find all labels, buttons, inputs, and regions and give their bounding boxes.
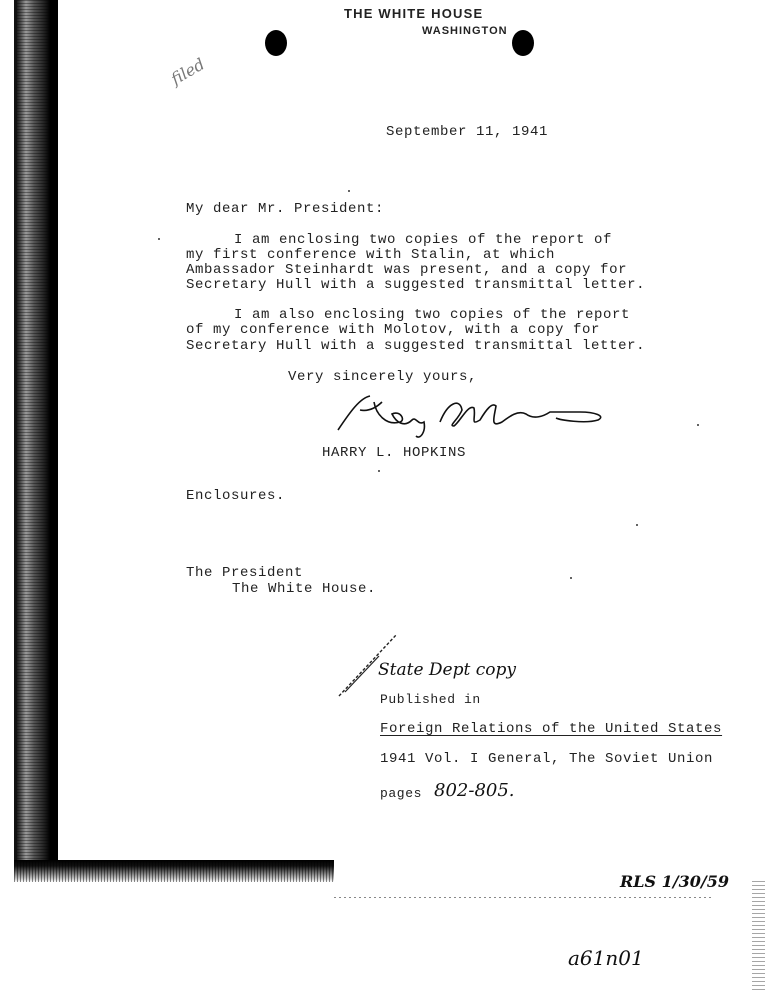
speck: [636, 524, 638, 526]
signature-name: HARRY L. HOPKINS: [322, 445, 467, 461]
publication-title: Foreign Relations of the United States: [380, 721, 723, 737]
faint-rule: [334, 897, 714, 898]
paragraph1-line: I am enclosing two copies of the report of: [234, 232, 613, 248]
recipient-line2: The White House.: [232, 581, 377, 597]
archivist-initials-date: RLS 1/30/59: [620, 872, 730, 891]
speck: [378, 470, 380, 472]
handwritten-state-dept-note: State Dept copy: [378, 660, 516, 680]
paragraph1-line: Secretary Hull with a suggested transmittal letter.: [186, 277, 646, 293]
paragraph1-line: my first conference with Stalin, at which: [186, 247, 556, 263]
margin-scribble: filed: [167, 54, 208, 89]
punch-hole-right: [512, 30, 534, 56]
speck: [158, 238, 160, 240]
right-edge-noise: [752, 880, 765, 990]
letterhead-title: THE WHITE HOUSE: [344, 6, 484, 21]
paragraph2-line: I am also enclosing two copies of the report: [234, 307, 631, 323]
letter-date: September 11, 1941: [386, 124, 549, 140]
enclosures: Enclosures.: [186, 488, 286, 504]
letterhead-city: WASHINGTON: [422, 25, 508, 37]
speck: [697, 424, 699, 426]
paragraph1-line: Ambassador Steinhardt was present, and a copy for: [186, 262, 628, 278]
closing: Very sincerely yours,: [288, 369, 478, 385]
left-edge-line: [14, 0, 17, 880]
salutation: My dear Mr. President:: [186, 201, 385, 217]
recipient-line1: The President: [186, 565, 304, 581]
speck: [570, 577, 572, 579]
published-in: Published in: [380, 692, 481, 707]
pages-label: pages: [380, 786, 423, 801]
paragraph2-line: Secretary Hull with a suggested transmittal letter.: [186, 338, 646, 354]
file-number: a61n01: [568, 946, 644, 970]
handwritten-signature: [330, 392, 620, 440]
publication-volume: 1941 Vol. I General, The Soviet Union: [380, 751, 714, 767]
pages-value: 802-805.: [434, 780, 515, 801]
paragraph2-line: of my conference with Molotov, with a copy for: [186, 322, 601, 338]
punch-hole-left: [265, 30, 287, 56]
speck: [348, 190, 350, 192]
bottom-binding-edge: [14, 860, 334, 882]
